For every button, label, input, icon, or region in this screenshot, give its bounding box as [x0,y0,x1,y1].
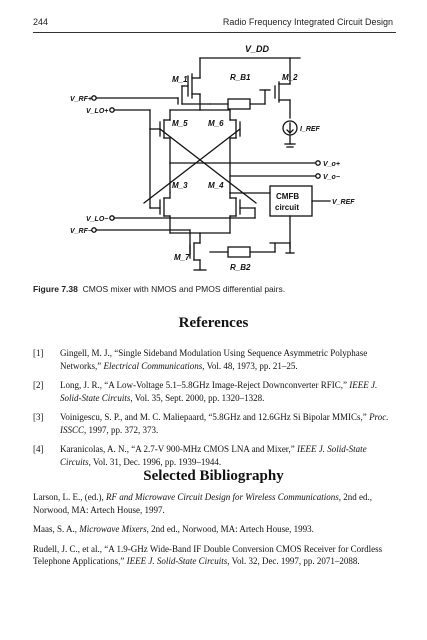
bibliography-list [33,491,398,575]
label-vlo-plus: V_LO+ [86,108,109,115]
bibliography-item [33,543,398,568]
reference-details: , Vol. 48, 1973, pp. 21–25. [202,360,298,371]
bibliography-details: , 2nd ed., Norwood, MA: Artech House, 1997. [33,492,372,515]
running-header [33,17,393,31]
label-rb1: R_B1 [230,73,251,82]
reference-source: Proc. ISSCC [60,412,389,435]
header-rule [33,32,396,33]
bibliography-item [33,523,398,536]
bibliography-details: , 2nd ed., Norwood, MA: Artech House, 1993. [146,524,314,534]
reference-details: , Vol. 35, Sept. 2000, pp. 1320–1328. [130,392,265,403]
label-vdd: V_DD [245,44,270,54]
reference-item [33,443,398,468]
label-cmfb: CMFB [276,192,300,201]
rb2-resistor [228,247,250,257]
label-m6: M_6 [208,119,224,128]
rb1-resistor [228,99,250,109]
reference-text: Long, J. R., “A Low-Voltage 5.1–5.8GHz Image-Reject Downconverter RFIC,” [60,380,350,390]
reference-item [33,379,398,404]
reference-item [33,347,398,372]
label-m4: M_4 [208,181,224,190]
reference-details: , Vol. 31, Dec. 1996, pp. 1939–1944. [88,456,222,467]
reference-text: Karanicolas, A. N., “A 2.7-V 900-MHz CMOS LNA and Mixer,” [60,444,297,454]
caption-label: Figure 7.38 [33,284,78,294]
bibliography-text: Larson, L. E., (ed.), [33,492,106,502]
label-vrf-minus: V_RF− [70,228,92,235]
bibliography-source: IEEE J. Solid-State Circuits [126,556,228,566]
vo-minus-terminal [316,174,320,178]
circuit-figure [60,38,380,278]
references-list [33,347,398,475]
references-heading: References [178,315,249,331]
label-m5: M_5 [172,119,188,128]
bibliography-heading: Selected Bibliography [143,468,284,484]
label-vo-plus: V_o+ [323,161,340,168]
label-rb2: R_B2 [230,263,251,272]
reference-source: IEEE J. Solid-State Circuits [60,380,378,403]
label-m1: M_1 [172,75,188,84]
label-m7: M_7 [174,253,190,262]
bibliography-source: Microwave Mixers [79,524,147,534]
running-title: Radio Frequency Integrated Circuit Design [222,17,393,27]
reference-item [33,411,398,436]
bibliography-item [33,491,398,516]
reference-details: , 1997, pp. 372, 373. [84,424,159,435]
reference-number: [2] [33,380,44,390]
label-vrf-plus: V_RF+ [70,96,92,103]
page-number: 244 [33,17,49,27]
bibliography-text: Maas, S. A., [33,524,80,534]
bibliography-details: , Vol. 32, Dec. 1997, pp. 2071–2088. [227,556,360,566]
label-iref: I_REF [300,126,320,133]
vo-plus-terminal [316,161,320,165]
reference-text: Voinigescu, S. P., and M. C. Maliepaard, “5.8GHz and 12.6GHz Si Bipolar MMICs,” [60,412,370,422]
label-m2: M_2 [282,73,298,82]
bibliography-source: RF and Microwave Circuit Design for Wireless Communications [105,492,339,502]
label-circuit: circuit [275,203,300,212]
reference-source: Electrical Communications [103,360,203,371]
reference-text: Gingell, M. J., “Single Sideband Modulation Using Sequence Asymmetric Polyphase Networks,” [60,348,368,371]
caption-text: CMOS mixer with NMOS and PMOS differential pairs. [82,284,286,294]
label-vlo-minus: V_LO− [86,216,109,223]
reference-number: [1] [33,348,44,358]
figure-caption [33,284,403,294]
label-vref: V_REF [332,199,355,206]
reference-number: [3] [33,412,44,422]
bibliography-text: Rudell, J. C., et al., “A 1.9-GHz Wide-Band IF Double Conversion CMOS Receiver for Cordless Telephone Applications,” [33,543,383,566]
cmos-mixer-schematic [60,38,380,278]
reference-number: [4] [33,444,44,454]
label-m3: M_3 [172,181,188,190]
reference-source: IEEE J. Solid-State Circuits [60,444,367,467]
label-vo-minus: V_o− [323,174,340,181]
